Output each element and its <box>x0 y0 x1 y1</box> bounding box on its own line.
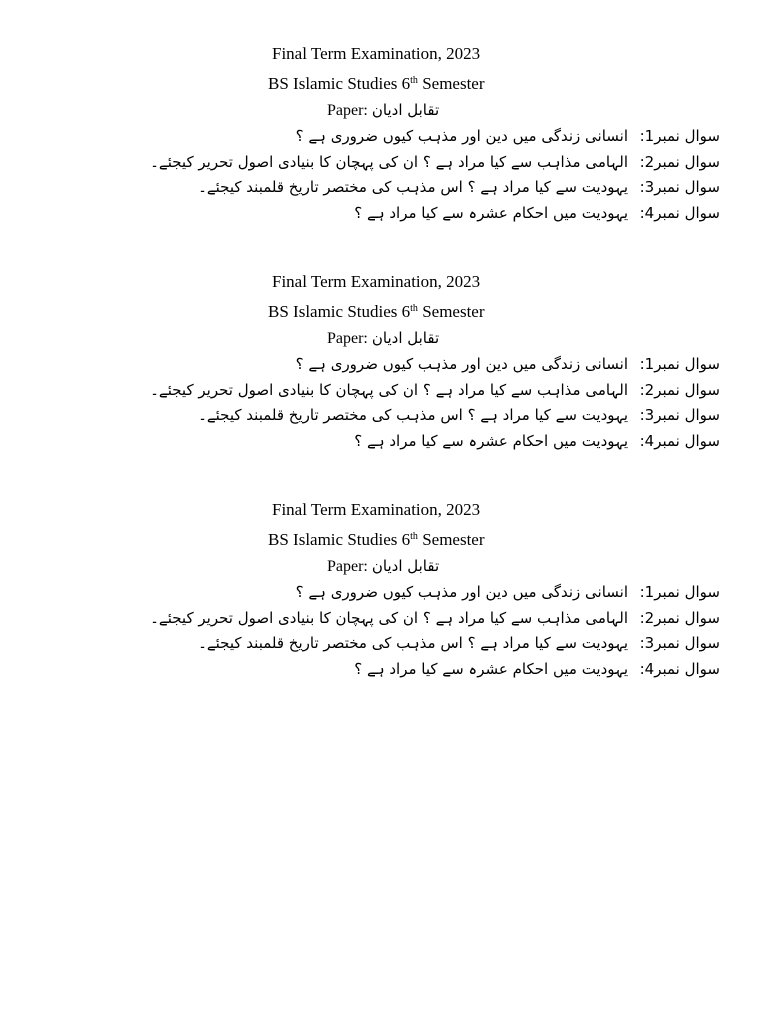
paper-name: تقابل ادیان <box>371 329 440 347</box>
question-label: سوال نمبر3: <box>639 178 720 196</box>
program-name: BS Islamic Studies 6 <box>268 74 411 93</box>
paper-line <box>327 556 439 577</box>
question-text: الہامی مذاہب سے کیا مراد ہے ؟ ان کی پہچان کا بنیادی اصول تحریر کیجئے۔ <box>150 381 628 399</box>
question-1 <box>240 580 720 606</box>
program-line <box>268 302 485 322</box>
exam-title: Final Term Examination, 2023 <box>272 272 481 291</box>
question-text: انسانی زندگی میں دین اور مذہب کیوں ضروری ہے ؟ <box>295 355 628 373</box>
program-semester: Semester <box>417 74 485 93</box>
question-text: یہودیت سے کیا مراد ہے ؟ اس مذہب کی مختصر تاریخ قلمبند کیجئے۔ <box>198 634 628 652</box>
program-line <box>268 530 485 550</box>
program-ordinal-suffix: th <box>410 531 418 542</box>
paper-name: تقابل ادیان <box>371 101 440 119</box>
program-semester: Semester <box>417 530 485 549</box>
question-text: یہودیت میں احکام عشرہ سے کیا مراد ہے ؟ <box>354 204 628 222</box>
question-label: سوال نمبر4: <box>639 660 720 678</box>
question-4 <box>240 429 720 455</box>
question-label: سوال نمبر1: <box>639 355 720 373</box>
question-text: یہودیت میں احکام عشرہ سے کیا مراد ہے ؟ <box>354 432 628 450</box>
paper-label: Paper: <box>327 102 368 119</box>
question-label: سوال نمبر4: <box>639 432 720 450</box>
question-2 <box>150 606 720 632</box>
question-label: سوال نمبر3: <box>639 634 720 652</box>
question-text: یہودیت سے کیا مراد ہے ؟ اس مذہب کی مختصر تاریخ قلمبند کیجئے۔ <box>198 406 628 424</box>
paper-line <box>327 100 439 121</box>
question-2 <box>150 378 720 404</box>
exam-block-2 <box>0 272 768 492</box>
exam-title: Final Term Examination, 2023 <box>272 44 481 63</box>
question-label: سوال نمبر2: <box>639 153 720 171</box>
program-ordinal-suffix: th <box>410 303 418 314</box>
program-name: BS Islamic Studies 6 <box>268 302 411 321</box>
question-label: سوال نمبر3: <box>639 406 720 424</box>
question-label: سوال نمبر1: <box>639 583 720 601</box>
exam-block-1 <box>0 44 768 264</box>
question-text: الہامی مذاہب سے کیا مراد ہے ؟ ان کی پہچان کا بنیادی اصول تحریر کیجئے۔ <box>150 153 628 171</box>
question-label: سوال نمبر2: <box>639 609 720 627</box>
question-text: یہودیت میں احکام عشرہ سے کیا مراد ہے ؟ <box>354 660 628 678</box>
question-text: یہودیت سے کیا مراد ہے ؟ اس مذہب کی مختصر تاریخ قلمبند کیجئے۔ <box>198 178 628 196</box>
question-label: سوال نمبر1: <box>639 127 720 145</box>
question-1 <box>240 124 720 150</box>
program-line <box>268 74 485 94</box>
exam-block-3 <box>0 500 768 720</box>
paper-name: تقابل ادیان <box>371 557 440 575</box>
question-label: سوال نمبر4: <box>639 204 720 222</box>
question-3 <box>198 403 720 429</box>
paper-line <box>327 328 439 349</box>
exam-title: Final Term Examination, 2023 <box>272 500 481 519</box>
paper-label: Paper: <box>327 330 368 347</box>
question-text: الہامی مذاہب سے کیا مراد ہے ؟ ان کی پہچان کا بنیادی اصول تحریر کیجئے۔ <box>150 609 628 627</box>
question-3 <box>198 175 720 201</box>
question-label: سوال نمبر2: <box>639 381 720 399</box>
question-4 <box>240 657 720 683</box>
question-text: انسانی زندگی میں دین اور مذہب کیوں ضروری ہے ؟ <box>295 127 628 145</box>
question-4 <box>240 201 720 227</box>
question-text: انسانی زندگی میں دین اور مذہب کیوں ضروری ہے ؟ <box>295 583 628 601</box>
program-ordinal-suffix: th <box>410 75 418 86</box>
program-semester: Semester <box>417 302 485 321</box>
paper-label: Paper: <box>327 558 368 575</box>
question-2 <box>150 150 720 176</box>
program-name: BS Islamic Studies 6 <box>268 530 411 549</box>
question-1 <box>240 352 720 378</box>
question-3 <box>198 631 720 657</box>
